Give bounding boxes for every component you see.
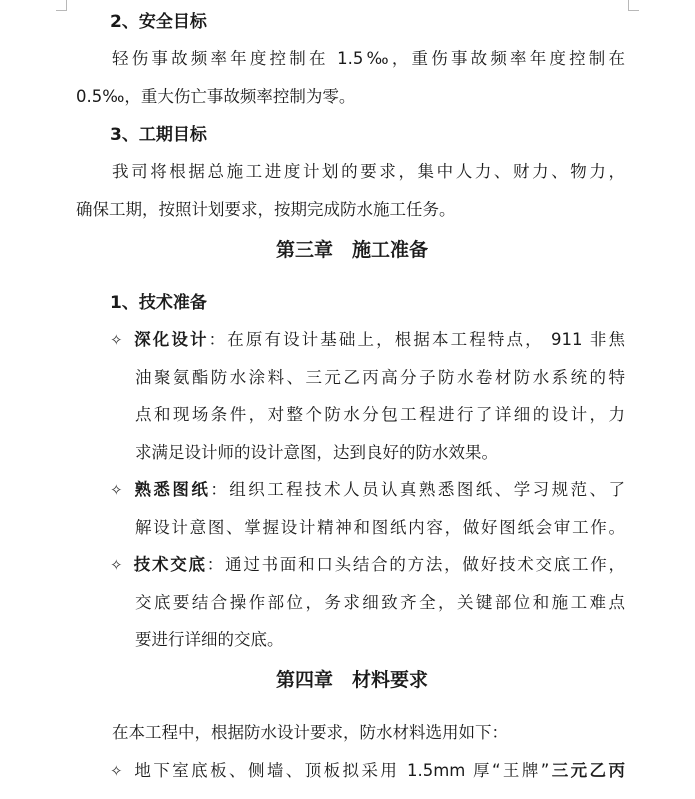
safety-goal-heading: 2、安全目标 <box>110 12 207 32</box>
tech-item-colon: ： <box>206 555 226 574</box>
materials-item1-line1 <box>110 759 625 783</box>
page-corner-mark-right <box>628 0 639 11</box>
schedule-goal-text-line1: 我司将根据总施工进度计划的要求，集中人力、财力、物力， <box>112 162 625 181</box>
tech-item-deepen-design-line3: 点和现场条件，对整个防水分包工程进行了详细的设计，力 <box>135 405 625 424</box>
tech-item-label: 技术交底 <box>132 555 207 574</box>
tech-item-label: 深化设计 <box>132 330 209 349</box>
tech-item-study-drawings-line1 <box>110 478 625 502</box>
diamond-bullet-icon: ✧ <box>110 556 123 574</box>
page-corner-mark-left <box>56 0 67 11</box>
diamond-bullet-icon: ✧ <box>110 331 123 349</box>
materials-item-text: 地下室底板、侧墙、顶板拟采用 1.5mm 厚 <box>132 761 492 780</box>
diamond-bullet-icon: ✧ <box>110 762 123 780</box>
chapter3-title: 第三章 施工准备 <box>276 239 429 261</box>
tech-prep-heading: 1、技术准备 <box>110 293 207 313</box>
safety-goal-text-line2: 0.5‰，重大伤亡事故频率控制为零。 <box>76 87 356 106</box>
tech-item-briefing-line2: 交底要结合操作部位，务求细致齐全，关键部位和施工难点 <box>135 593 625 612</box>
tech-item-colon: ： <box>210 480 230 499</box>
tech-item-deepen-design-line2: 油聚氨酯防水涂料、三元乙丙高分子防水卷材防水系统的特 <box>135 368 625 387</box>
tech-item-text: 组织工程技术人员认真熟悉图纸、学习规范、了 <box>229 480 626 499</box>
diamond-bullet-icon: ✧ <box>110 481 123 499</box>
tech-item-text: 通过书面和口头结合的方法，做好技术交底工作， <box>225 555 626 574</box>
tech-item-text: 在原有设计基础上，根据本工程特点， 911 非焦 <box>227 330 626 349</box>
materials-item-quote: “王牌” <box>491 761 550 780</box>
tech-item-colon: ： <box>208 330 228 349</box>
tech-item-study-drawings-line2: 解设计意图、掌握设计精神和图纸内容，做好图纸会审工作。 <box>135 518 625 537</box>
chapter4-title: 第四章 材料要求 <box>276 669 429 691</box>
materials-item-tail: 三元乙丙 <box>549 761 625 780</box>
tech-item-deepen-design-line4: 求满足设计师的设计意图，达到良好的防水效果。 <box>135 443 498 462</box>
schedule-goal-heading: 3、工期目标 <box>110 125 207 145</box>
tech-item-deepen-design-line1 <box>110 328 625 352</box>
safety-goal-text-line1: 轻伤事故频率年度控制在 1.5‰，重伤事故频率年度控制在 <box>112 49 625 68</box>
schedule-goal-text-line2: 确保工期，按照计划要求，按期完成防水施工任务。 <box>76 200 456 219</box>
tech-item-briefing-line1 <box>110 553 625 577</box>
materials-intro: 在本工程中，根据防水设计要求，防水材料选用如下： <box>112 723 508 742</box>
tech-item-briefing-line3: 要进行详细的交底。 <box>135 630 284 649</box>
tech-item-label: 熟悉图纸 <box>132 480 211 499</box>
